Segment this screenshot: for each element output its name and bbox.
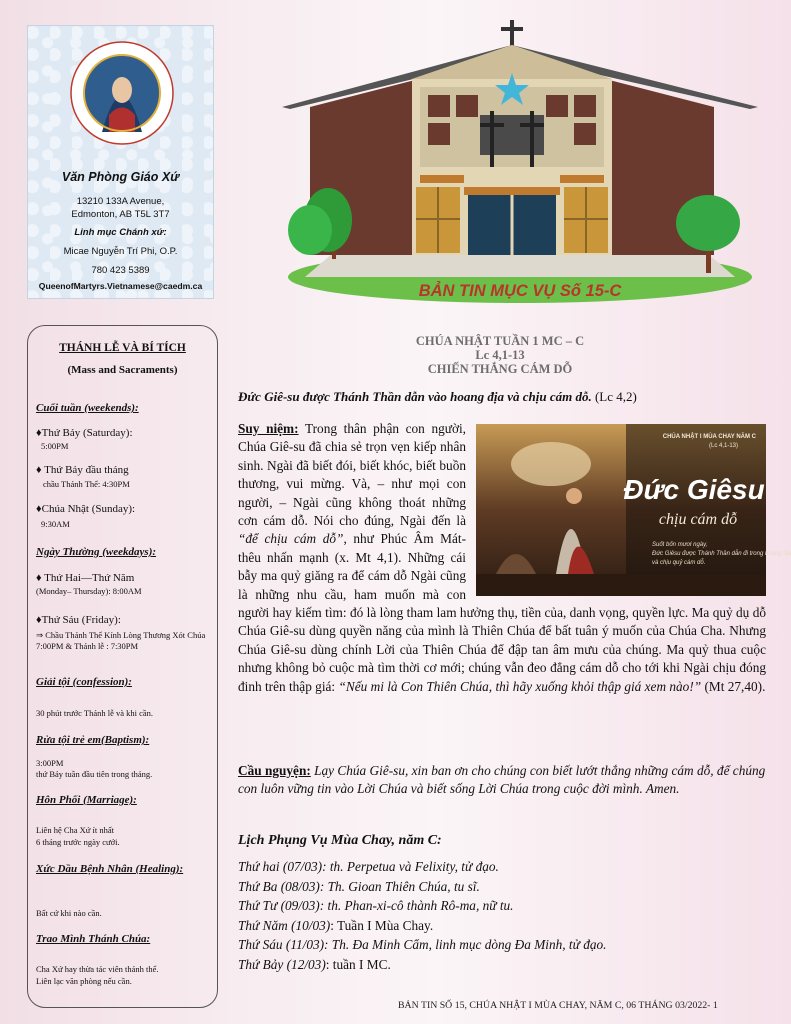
marriage-heading: Hôn Phối (Marriage): bbox=[36, 794, 137, 806]
parish-office-box bbox=[27, 25, 214, 299]
temptation-of-jesus-image bbox=[476, 424, 791, 596]
friday-label: ♦Thứ Sáu (Friday): bbox=[36, 614, 121, 626]
heading-line-3: CHIẾN THẮNG CÁM DỖ bbox=[427, 362, 573, 376]
weekend-heading: Cuối tuần (weekends): bbox=[36, 402, 139, 414]
communion-line-2: Liên lạc văn phòng nếu cần. bbox=[36, 976, 132, 986]
lit-day: Thứ hai (07/03) bbox=[238, 859, 323, 874]
sidebar-subtitle: (Mass and Sacraments) bbox=[67, 364, 178, 376]
lit-desc: : th. Perpetua và Felixity, tử đạo. bbox=[322, 859, 499, 874]
church-illustration bbox=[280, 15, 760, 315]
reflection-quote-1: “để chịu cám dỗ” bbox=[238, 531, 344, 547]
healing-text: Bất cứ khi nào cần. bbox=[36, 908, 102, 918]
gospel-lede bbox=[238, 389, 768, 405]
communion-heading: Trao Mình Thánh Chúa: bbox=[36, 933, 151, 945]
marriage-line-2: 6 tháng trước ngày cưới. bbox=[36, 837, 120, 847]
lit-day: Thứ Tư (09/03) bbox=[238, 898, 320, 914]
confession-heading: Giải tội (confession): bbox=[36, 676, 132, 688]
prayer-text: Lạy Chúa Giê-su, xin ban ơn cho chúng con biết lướt thắng những cám dỗ, để chúng con luôn vững tin vào Lời Chúa và biết sống Lời Chúa trong cuộc đời mình. Amen. bbox=[238, 763, 766, 797]
lit-day: Thứ Sáu (11/03) bbox=[238, 937, 325, 953]
parish-seal-logo bbox=[69, 40, 175, 146]
address-line-1: 13210 133A Avenue, bbox=[76, 196, 165, 207]
reflection-quote-2: “Nếu mi là Con Thiên Chúa, thì hãy xuống khỏi thập giá xem nào!” bbox=[338, 678, 702, 694]
list-item bbox=[238, 935, 766, 955]
address-line-2: Edmonton, AB T5L 3T7 bbox=[71, 209, 170, 220]
prayer-section bbox=[238, 762, 766, 799]
office-address bbox=[28, 195, 213, 221]
pastor-heading: Linh mục Chánh xứ: bbox=[74, 227, 167, 238]
lit-day: Thứ Ba (08/03) bbox=[238, 878, 320, 894]
communion-line-1: Cha Xứ hay thừa tác viên thánh thể. bbox=[36, 964, 159, 974]
list-item bbox=[238, 955, 766, 975]
office-title: Văn Phòng Giáo Xứ bbox=[61, 170, 180, 184]
list-item bbox=[238, 857, 766, 877]
lede-reference: (Lc 4,2) bbox=[594, 389, 637, 404]
image-title-2: chịu cám dỗ bbox=[658, 511, 738, 528]
baptism-heading: Rửa tội trẻ em(Baptism): bbox=[36, 734, 150, 746]
list-item bbox=[238, 896, 766, 916]
heading-line-1: CHÚA NHẬT TUẦN 1 MC – C bbox=[415, 334, 585, 348]
reflection-text-3: (Mt 27,40). bbox=[701, 678, 766, 694]
mass-sacraments-sidebar bbox=[27, 325, 218, 1008]
lit-desc: : Th. Đa Minh Cẩm, linh mục dòng Đa Minh, tử đạo. bbox=[324, 937, 607, 953]
sunday-time: 9:30AM bbox=[41, 519, 70, 529]
first-saturday-label: ♦ Thứ Bảy đầu tháng bbox=[36, 464, 129, 476]
lit-day: Thứ Bảy (12/03) bbox=[238, 956, 326, 972]
image-quote-3: và chịu quỷ cám dỗ. bbox=[652, 560, 706, 566]
friday-detail: ⇒ Chầu Thánh Thể Kính Lòng Thương Xót Chúa 7:00PM & Thánh lễ : 7:30PM bbox=[36, 630, 206, 651]
lede-text: Đức Giê-su được Thánh Thần dẫn vào hoang địa và chịu cám dỗ. bbox=[238, 389, 592, 404]
reflection-text-1: Trong thân phận con người, Chúa Giê-su đã chia sẻ trọn vẹn kiếp nhân sinh. Ngài đã biết đói, biết khóc, biết buồn thương, vui mừng. Và, – như mọi con người, – Ngài cũng không thoát những cơn cám dỗ. Nói cho đúng, Ngài đến là bbox=[238, 421, 467, 529]
heading-line-2: Lc 4,1-13 bbox=[475, 348, 525, 362]
reflection-text-2: , như Phúc Âm Mát-thêu nhấn mạnh (x. Mt 4,1). Những cái bẫy ma quỷ giăng ra để cám dỗ Ngài cũng là những nhu cầu, ham muốn mà con người hay kiếm tìm: đó là lòng tham lam hưởng thụ, tiền của, danh vọng, quyền lực. Ma quỷ dụ dỗ Chúa Giê-su dùng quyền năng của mình là Thiên Chúa để bất tuân ý muốn của Chúa Cha. Nhưng Chúa Giê-su dùng chính Lời của Thiên Chúa để đập tan âm mưu của chúng. Ma quỷ thua cuộc nhưng không bỏ cuộc mà tìm thời cơ mới; chúng vẫn đeo đẳng cám dỗ cho tới khi Ngài chịu đóng đinh trên thập giá: bbox=[238, 531, 766, 694]
image-quote-2: Đức Giêsu được Thánh Thần dẫn đi trong hoang địa bbox=[652, 551, 791, 557]
sunday-heading bbox=[240, 334, 760, 376]
sunday-label: ♦Chúa Nhật (Sunday): bbox=[36, 503, 136, 515]
lit-desc: : Tuần I Mùa Chay. bbox=[330, 917, 434, 933]
prayer-label: Cầu nguyện: bbox=[238, 763, 311, 778]
reflection-label: Suy niệm: bbox=[238, 421, 299, 436]
saturday-time: 5:00PM bbox=[41, 441, 69, 451]
baptism-detail: thứ Bảy tuần đầu tiên trong tháng. bbox=[36, 769, 153, 779]
pastor-name: Micae Nguyễn Trí Phi, O.P. bbox=[63, 246, 178, 257]
image-header: CHÚA NHẬT I MÙA CHAY NĂM C bbox=[662, 434, 756, 440]
mon-thu-label: ♦ Thứ Hai—Thứ Năm bbox=[36, 572, 135, 584]
marriage-line-1: Liên hệ Cha Xứ ít nhất bbox=[36, 825, 115, 835]
liturgical-calendar-list bbox=[238, 857, 766, 975]
lit-desc: : tuần I MC. bbox=[325, 956, 391, 972]
saturday-label: ♦Thứ Bảy (Saturday): bbox=[36, 427, 133, 439]
lit-day: Thứ Năm (10/03) bbox=[238, 917, 331, 933]
image-header-ref: (Lc 4,1-13) bbox=[708, 443, 738, 449]
confession-text: 30 phút trước Thánh lễ và khi cần. bbox=[36, 708, 154, 718]
healing-heading: Xức Dầu Bệnh Nhân (Healing): bbox=[36, 863, 184, 875]
lit-desc: : Th. Gioan Thiên Chúa, tu sĩ. bbox=[319, 878, 480, 894]
office-email[interactable]: QueenofMartyrs.Vietnamese@caedm.ca bbox=[38, 281, 203, 291]
list-item bbox=[238, 916, 766, 936]
image-quote-1: Suốt bốn mươi ngày, bbox=[652, 542, 708, 548]
bulletin-banner: BẢN TIN MỤC VỤ Số 15-C bbox=[418, 282, 622, 300]
list-item bbox=[238, 877, 766, 897]
mon-thu-detail: (Monday– Thursday): 8:00AM bbox=[36, 586, 142, 596]
sidebar-title: THÁNH LỄ VÀ BÍ TÍCH bbox=[59, 342, 186, 354]
weekday-heading: Ngày Thường (weekdays): bbox=[36, 546, 157, 558]
lit-desc: : th. Phan-xi-cô thành Rô-ma, nữ tu. bbox=[319, 898, 514, 914]
baptism-time: 3:00PM bbox=[36, 758, 64, 768]
office-phone: 780 423 5389 bbox=[91, 265, 150, 276]
liturgical-calendar-title: Lịch Phụng Vụ Mùa Chay, năm C: bbox=[238, 833, 442, 848]
reflection-section bbox=[238, 420, 791, 696]
first-saturday-detail: chầu Thánh Thể: 4:30PM bbox=[43, 479, 130, 489]
page-footer: BẢN TIN SỐ 15, CHÚA NHẬT I MÙA CHAY, NĂM C, 06 THÁNG 03/2022- 1 bbox=[398, 1000, 718, 1011]
image-title-1: Đức Giêsu bbox=[623, 474, 765, 505]
